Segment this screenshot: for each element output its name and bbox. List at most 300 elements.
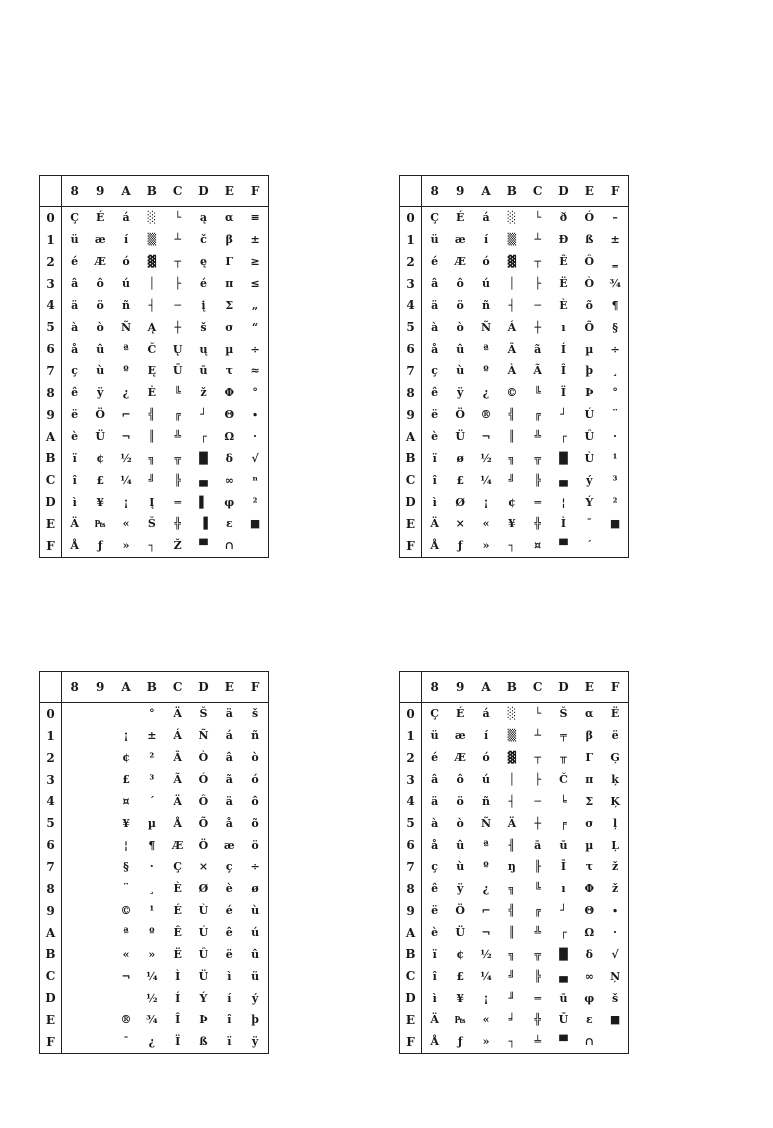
- character-cell: ½: [120, 451, 132, 465]
- character-cell: Ļ: [611, 838, 619, 852]
- character-cell: į: [201, 298, 206, 312]
- character-cell: ª: [483, 342, 489, 356]
- table-row: [400, 1031, 628, 1053]
- character-cell: ž: [200, 386, 207, 400]
- table-row: [40, 769, 268, 791]
- character-cell: Ω: [224, 430, 235, 444]
- character-cell: ■: [249, 517, 261, 531]
- character-cell: Ü: [455, 926, 466, 940]
- character-cell: τ: [585, 860, 593, 874]
- character-cell: ¢: [508, 495, 516, 509]
- character-cell: ô: [96, 277, 104, 291]
- character-cell: ï: [72, 451, 77, 465]
- table-row: [400, 273, 628, 295]
- table-row: [40, 447, 268, 469]
- character-cell: Æ: [171, 838, 184, 852]
- character-cell: ¢: [456, 947, 465, 961]
- character-cell: û: [251, 947, 260, 961]
- character-cell: „: [251, 298, 259, 312]
- character-cell: À: [507, 364, 517, 378]
- table-row: [400, 316, 628, 338]
- character-cell: ∞: [584, 969, 594, 983]
- character-cell: │: [508, 773, 516, 787]
- column-header: A: [113, 176, 139, 207]
- character-cell: £: [456, 969, 465, 983]
- character-cell: £: [96, 473, 105, 487]
- character-cell: ─: [534, 298, 541, 312]
- character-cell: Φ: [224, 386, 235, 400]
- character-cell: ╚: [534, 882, 541, 896]
- character-cell: È: [173, 882, 182, 896]
- table-row: [40, 469, 268, 491]
- table-row: [40, 273, 268, 295]
- column-header: B: [499, 672, 525, 703]
- character-cell: ┬: [534, 255, 541, 269]
- character-cell: à: [71, 320, 79, 334]
- character-cell: î: [227, 1013, 232, 1027]
- character-table: [40, 672, 268, 1053]
- character-cell: å: [225, 816, 233, 830]
- character-cell: ▒: [507, 233, 517, 247]
- character-cell: Â: [507, 342, 517, 356]
- character-cell: ¥: [96, 495, 105, 509]
- table-row: [40, 834, 268, 856]
- character-cell: Θ: [224, 408, 235, 422]
- character-cell: â: [431, 277, 439, 291]
- row-header: 2: [400, 747, 422, 769]
- character-cell: ú: [251, 926, 260, 940]
- character-cell: ╧: [534, 1035, 541, 1049]
- character-cell: ą: [199, 211, 208, 225]
- character-cell: ¨: [123, 882, 129, 896]
- character-cell: ╟: [534, 860, 541, 874]
- character-cell: ×: [455, 517, 465, 531]
- character-cell: Š: [199, 707, 208, 721]
- character-cell: ü: [430, 233, 439, 247]
- character-cell: ¦: [561, 495, 566, 509]
- character-cell: ε: [585, 1013, 593, 1027]
- row-header: B: [400, 447, 422, 469]
- character-cell: [87, 747, 113, 769]
- character-cell: ó: [482, 255, 490, 269]
- character-cell: ë: [225, 947, 233, 961]
- character-cell: Ê: [173, 926, 182, 940]
- character-cell: ║: [508, 430, 516, 444]
- character-cell: ¡: [123, 729, 129, 743]
- character-cell: ß: [199, 1035, 208, 1049]
- character-cell: Ñ: [481, 320, 492, 334]
- character-cell: █: [559, 947, 568, 961]
- row-header: 4: [400, 294, 422, 316]
- character-cell: ì: [432, 991, 437, 1005]
- character-cell: ¼: [480, 473, 492, 487]
- character-cell: [62, 943, 88, 965]
- character-cell: φ: [224, 495, 235, 509]
- character-cell: ¢: [122, 751, 130, 765]
- character-cell: º: [483, 364, 489, 378]
- character-cell: ©: [120, 904, 132, 918]
- row-header: 2: [40, 251, 62, 273]
- corner-cell: [400, 672, 422, 703]
- character-cell: ┼: [534, 816, 541, 830]
- character-cell: ë: [431, 408, 439, 422]
- character-cell: ¹: [149, 904, 155, 918]
- character-cell: [113, 987, 139, 1009]
- row-header: 1: [400, 725, 422, 747]
- row-header: 0: [400, 703, 422, 725]
- character-cell: æ: [223, 838, 235, 852]
- character-cell: ¤: [122, 794, 130, 808]
- character-cell: ╚: [174, 386, 181, 400]
- character-cell: þ: [585, 364, 594, 378]
- character-cell: ║: [508, 926, 516, 940]
- row-header: 5: [40, 316, 62, 338]
- character-cell: Ä: [173, 707, 182, 721]
- character-cell: «: [482, 1013, 490, 1027]
- character-cell: ¹: [612, 451, 618, 465]
- character-cell: ï: [432, 451, 437, 465]
- table-row: [400, 900, 628, 922]
- character-cell: ö: [251, 838, 259, 852]
- character-cell: Ü: [198, 969, 209, 983]
- character-cell: »: [148, 947, 156, 961]
- character-cell: ┐: [148, 539, 156, 553]
- table-row: [40, 965, 268, 987]
- character-cell: ₧: [454, 1013, 466, 1027]
- table-row: [400, 469, 628, 491]
- character-cell: ù: [456, 860, 465, 874]
- character-cell: ┌: [560, 430, 567, 444]
- table-row: [40, 943, 268, 965]
- character-cell: ä: [225, 707, 233, 721]
- column-header: 8: [422, 176, 448, 207]
- table-row: [400, 338, 628, 360]
- character-cell: ¶: [148, 838, 156, 852]
- character-cell: ═: [174, 495, 181, 509]
- character-cell: ⁿ: [252, 473, 258, 487]
- character-cell: ├: [534, 277, 541, 291]
- row-header: 6: [400, 338, 422, 360]
- table-row: [40, 535, 268, 557]
- table-row: [40, 316, 268, 338]
- character-cell: Æ: [94, 255, 106, 269]
- character-cell: ų: [199, 342, 208, 356]
- character-cell: π: [585, 773, 594, 787]
- character-cell: φ: [584, 991, 595, 1005]
- character-cell: Į: [149, 495, 155, 509]
- character-cell: ô: [251, 794, 259, 808]
- character-cell: Å: [430, 1035, 439, 1049]
- character-cell: ³: [149, 773, 155, 787]
- character-cell: «: [482, 517, 490, 531]
- character-cell: π: [225, 277, 234, 291]
- code-page-table-2: [399, 175, 629, 558]
- character-cell: [242, 535, 268, 557]
- character-cell: Ï: [560, 386, 567, 400]
- character-cell: ┬: [174, 255, 181, 269]
- table-row: [40, 725, 268, 747]
- character-cell: ä: [431, 794, 439, 808]
- character-cell: É: [456, 707, 465, 721]
- character-cell: Ū: [558, 1013, 569, 1027]
- character-cell: ▓: [147, 255, 157, 269]
- character-cell: °: [252, 386, 258, 400]
- table-row: [400, 207, 628, 229]
- table-row: [400, 790, 628, 812]
- character-cell: ¼: [146, 969, 158, 983]
- row-header: A: [400, 426, 422, 448]
- table-row: [40, 251, 268, 273]
- character-cell: Ö: [198, 838, 209, 852]
- character-cell: ▌: [199, 495, 208, 509]
- character-cell: ï: [432, 947, 437, 961]
- character-cell: Â: [173, 751, 182, 765]
- character-cell: Æ: [454, 255, 466, 269]
- character-cell: ö: [456, 298, 464, 312]
- character-cell: Ū: [172, 364, 183, 378]
- character-cell: î: [72, 473, 77, 487]
- character-cell: ┐: [508, 1035, 516, 1049]
- table-row: [400, 382, 628, 404]
- character-cell: Ì: [175, 969, 181, 983]
- character-cell: └: [174, 211, 181, 225]
- character-cell: ú: [482, 773, 491, 787]
- character-cell: [62, 834, 88, 856]
- row-header: D: [400, 491, 422, 513]
- character-cell: └: [534, 707, 541, 721]
- character-cell: ┴: [534, 233, 541, 247]
- character-cell: ┤: [508, 794, 516, 808]
- code-page-table-3: [39, 671, 269, 1054]
- character-cell: Č: [147, 342, 157, 356]
- character-cell: ╗: [508, 947, 516, 961]
- character-cell: Ę: [147, 364, 157, 378]
- row-header: 9: [40, 900, 62, 922]
- character-cell: ü: [430, 729, 439, 743]
- character-cell: «: [122, 947, 130, 961]
- character-cell: Γ: [225, 255, 234, 269]
- character-cell: ò: [96, 320, 104, 334]
- character-cell: Ñ: [198, 729, 209, 743]
- character-cell: Ò: [198, 751, 209, 765]
- row-header: 7: [40, 856, 62, 878]
- character-cell: [87, 900, 113, 922]
- character-cell: á: [122, 211, 130, 225]
- table-row: [40, 360, 268, 382]
- table-row: [400, 987, 628, 1009]
- character-cell: ¿: [122, 386, 130, 400]
- character-cell: Ç: [430, 707, 440, 721]
- character-cell: Ý: [199, 991, 208, 1005]
- character-cell: á: [225, 729, 233, 743]
- row-header: 9: [400, 404, 422, 426]
- character-cell: [87, 856, 113, 878]
- character-cell: é: [71, 255, 79, 269]
- character-cell: ÷: [250, 860, 260, 874]
- character-cell: [62, 856, 88, 878]
- character-cell: í: [123, 233, 129, 247]
- character-cell: ¥: [456, 991, 465, 1005]
- character-cell: ▓: [507, 751, 517, 765]
- column-header: C: [165, 176, 191, 207]
- table-row: [400, 535, 628, 557]
- character-cell: ñ: [251, 729, 260, 743]
- character-cell: ª: [123, 342, 129, 356]
- character-cell: É: [96, 211, 105, 225]
- character-cell: û: [456, 342, 465, 356]
- character-cell: Ö: [455, 904, 466, 918]
- character-cell: §: [612, 320, 618, 334]
- character-cell: ê: [71, 386, 79, 400]
- character-cell: Û: [584, 430, 595, 444]
- table-row: [400, 294, 628, 316]
- character-cell: ¬: [481, 430, 491, 444]
- character-cell: ò: [251, 751, 259, 765]
- character-cell: ñ: [482, 298, 491, 312]
- character-cell: ©: [506, 386, 518, 400]
- character-cell: Ë: [559, 277, 568, 291]
- character-cell: ¬: [481, 926, 491, 940]
- character-cell: ∙: [252, 408, 258, 422]
- character-cell: ä: [225, 794, 233, 808]
- column-header: 9: [87, 672, 113, 703]
- character-cell: ÿ: [97, 386, 104, 400]
- character-cell: [87, 769, 113, 791]
- character-cell: Å: [173, 816, 182, 830]
- character-cell: å: [431, 838, 439, 852]
- character-cell: Ė: [147, 386, 157, 400]
- character-cell: [62, 747, 88, 769]
- row-header: 0: [40, 703, 62, 725]
- character-cell: á: [482, 707, 490, 721]
- character-cell: Õ: [584, 320, 595, 334]
- character-cell: ç: [225, 860, 233, 874]
- table-row: [400, 491, 628, 513]
- character-cell: Č: [559, 773, 568, 787]
- row-header: 3: [400, 769, 422, 791]
- character-cell: ε: [225, 517, 233, 531]
- character-cell: ¡: [483, 495, 489, 509]
- character-cell: Θ: [584, 904, 595, 918]
- character-cell: ╥: [560, 751, 567, 765]
- character-cell: Ë: [173, 947, 182, 961]
- character-cell: δ: [585, 947, 593, 961]
- character-cell: Ä: [430, 1013, 439, 1027]
- character-cell: ∩: [224, 539, 234, 553]
- character-cell: Ņ: [610, 969, 621, 983]
- character-table: [40, 176, 268, 557]
- character-cell: Ą: [147, 320, 157, 334]
- row-header: 8: [40, 878, 62, 900]
- character-cell: ë: [431, 904, 439, 918]
- character-cell: Ú: [584, 408, 595, 422]
- character-cell: Þ: [585, 386, 594, 400]
- character-cell: Ô: [198, 794, 209, 808]
- row-header: 1: [40, 229, 62, 251]
- table-row: [400, 229, 628, 251]
- character-cell: Ó: [198, 773, 209, 787]
- character-cell: ú: [122, 277, 131, 291]
- character-cell: ⌐: [481, 904, 491, 918]
- character-cell: √: [251, 451, 259, 465]
- character-cell: ▒: [507, 729, 517, 743]
- row-header: 8: [40, 382, 62, 404]
- row-header: C: [400, 965, 422, 987]
- character-cell: ²: [149, 751, 155, 765]
- column-header-row: [40, 672, 268, 703]
- character-cell: Š: [147, 517, 156, 531]
- character-cell: š: [251, 707, 259, 721]
- character-cell: [62, 1031, 88, 1053]
- character-cell: ž: [611, 860, 619, 874]
- character-cell: ª: [123, 926, 129, 940]
- character-cell: È: [559, 298, 568, 312]
- table-row: [40, 426, 268, 448]
- character-cell: ë: [611, 729, 619, 743]
- character-cell: ╚: [534, 386, 541, 400]
- character-cell: Ī: [560, 860, 567, 874]
- character-cell: ·: [253, 430, 258, 444]
- code-page-table-1: [39, 175, 269, 558]
- character-cell: š: [200, 320, 207, 334]
- character-cell: ╣: [508, 904, 516, 918]
- character-cell: Á: [173, 729, 182, 743]
- table-row: [400, 747, 628, 769]
- row-header: 2: [40, 747, 62, 769]
- character-cell: Š: [559, 707, 568, 721]
- character-cell: ¿: [482, 882, 490, 896]
- column-header: 9: [447, 672, 473, 703]
- character-cell: ∞: [224, 473, 234, 487]
- character-cell: Á: [507, 320, 517, 334]
- character-cell: ò: [456, 816, 464, 830]
- character-cell: ä: [71, 298, 79, 312]
- character-cell: ö: [96, 298, 104, 312]
- row-header: 9: [400, 900, 422, 922]
- character-cell: ╔: [174, 408, 181, 422]
- character-cell: ¸: [612, 364, 618, 378]
- character-cell: ▒: [147, 233, 157, 247]
- character-cell: þ: [251, 1013, 259, 1027]
- character-cell: Ñ: [481, 816, 492, 830]
- column-header: D: [191, 176, 217, 207]
- character-cell: ë: [71, 408, 79, 422]
- character-cell: ¢: [96, 451, 105, 465]
- character-cell: ╬: [174, 517, 181, 531]
- table-row: [40, 703, 268, 725]
- table-row: [40, 922, 268, 944]
- character-cell: β: [225, 233, 233, 247]
- character-cell: ļ: [613, 816, 618, 830]
- character-cell: ⌐: [121, 408, 131, 422]
- row-header: F: [40, 1031, 62, 1053]
- character-cell: ù: [96, 364, 105, 378]
- table-row: [400, 360, 628, 382]
- column-header: D: [191, 672, 217, 703]
- character-cell: ¡: [483, 991, 489, 1005]
- character-cell: ¡: [123, 495, 129, 509]
- column-header: F: [602, 176, 628, 207]
- character-cell: î: [432, 969, 437, 983]
- character-cell: [602, 1031, 628, 1053]
- character-cell: β: [585, 729, 593, 743]
- character-cell: ð: [559, 211, 568, 225]
- character-cell: ô: [456, 277, 464, 291]
- column-header: D: [551, 672, 577, 703]
- character-cell: Í: [560, 342, 567, 356]
- character-cell: ÿ: [251, 1035, 259, 1049]
- character-cell: ╩: [174, 430, 181, 444]
